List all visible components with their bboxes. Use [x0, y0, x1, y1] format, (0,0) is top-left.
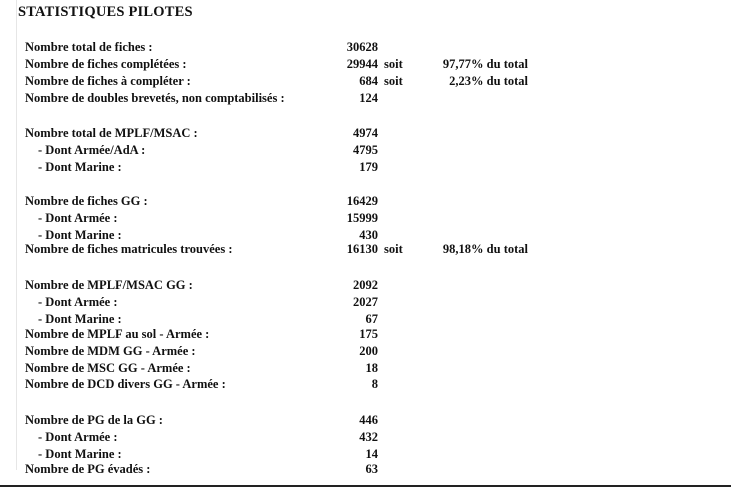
stat-row	[0, 278, 731, 295]
stat-label: Nombre de fiches à compléter :	[25, 74, 191, 88]
stat-row	[0, 143, 731, 160]
stat-value: 2027	[353, 295, 378, 309]
stat-label: - Dont Armée :	[38, 430, 118, 444]
stat-label: Nombre de fiches complétées :	[25, 57, 187, 71]
stat-value: 15999	[346, 211, 378, 225]
stat-label: - Dont Marine :	[38, 312, 122, 326]
stat-value: 179	[359, 160, 378, 174]
stat-row	[0, 57, 731, 74]
stat-value: 432	[359, 430, 378, 444]
stat-value: 14	[365, 447, 378, 461]
stat-row	[0, 74, 731, 91]
stat-percent: 98,18% du total	[442, 242, 528, 256]
stat-label: Nombre total de MPLF/MSAC :	[25, 126, 198, 140]
stat-row	[0, 462, 731, 479]
stat-row	[0, 194, 731, 211]
stat-label: Nombre total de fiches :	[25, 40, 153, 54]
stat-value: 16130	[346, 242, 378, 256]
stat-row	[0, 160, 731, 177]
stat-label: Nombre de doubles brevetés, non comptabilisés :	[25, 91, 285, 105]
stat-soit: soit	[384, 74, 403, 88]
stat-percent: 2,23% du total	[449, 74, 528, 88]
stat-value: 446	[359, 413, 378, 427]
stat-row	[0, 430, 731, 447]
stat-value: 30628	[346, 40, 378, 54]
stat-value: 67	[365, 312, 378, 326]
stat-label: - Dont Armée/AdA :	[38, 143, 146, 157]
stat-value: 8	[371, 377, 378, 391]
stat-label: Nombre de MSC GG - Armée :	[25, 361, 191, 375]
stat-row	[0, 242, 731, 259]
stat-row	[0, 211, 731, 228]
stat-value: 4795	[353, 143, 378, 157]
stat-label: - Dont Armée :	[38, 295, 118, 309]
stat-row	[0, 413, 731, 430]
stat-value: 124	[359, 91, 378, 105]
stat-soit: soit	[384, 242, 403, 256]
stat-row	[0, 327, 731, 344]
stat-value: 2092	[353, 278, 378, 292]
stat-label: - Dont Marine :	[38, 447, 122, 461]
stat-row	[0, 377, 731, 394]
stat-value: 4974	[353, 126, 378, 140]
stat-label: Nombre de MPLF au sol - Armée :	[25, 327, 210, 341]
stat-row	[0, 126, 731, 143]
stat-row	[0, 361, 731, 378]
stat-label: Nombre de fiches matricules trouvées :	[25, 242, 233, 256]
stat-label: Nombre de fiches GG :	[25, 194, 148, 208]
page-title: STATISTIQUES PILOTES	[18, 4, 193, 20]
stat-value: 18	[365, 361, 378, 375]
stat-percent: 97,77% du total	[442, 57, 528, 71]
stat-row	[0, 344, 731, 361]
stat-soit: soit	[384, 57, 403, 71]
stat-value: 200	[359, 344, 378, 358]
stat-label: Nombre de DCD divers GG - Armée :	[25, 377, 226, 391]
stat-label: Nombre de PG évadés :	[25, 462, 151, 476]
stat-value: 63	[365, 462, 378, 476]
stat-label: Nombre de PG de la GG :	[25, 413, 163, 427]
stat-label: Nombre de MPLF/MSAC GG :	[25, 278, 193, 292]
stat-value: 16429	[346, 194, 378, 208]
stat-label: - Dont Marine :	[38, 228, 122, 242]
stat-value: 684	[359, 74, 378, 88]
stat-label: - Dont Marine :	[38, 160, 122, 174]
stat-label: Nombre de MDM GG - Armée :	[25, 344, 196, 358]
stat-row	[0, 295, 731, 312]
stat-value: 430	[359, 228, 378, 242]
stat-label: - Dont Armée :	[38, 211, 118, 225]
stat-row	[0, 91, 731, 108]
stat-row	[0, 40, 731, 57]
bottom-rule	[0, 485, 731, 487]
stat-value: 175	[359, 327, 378, 341]
stat-value: 29944	[346, 57, 378, 71]
